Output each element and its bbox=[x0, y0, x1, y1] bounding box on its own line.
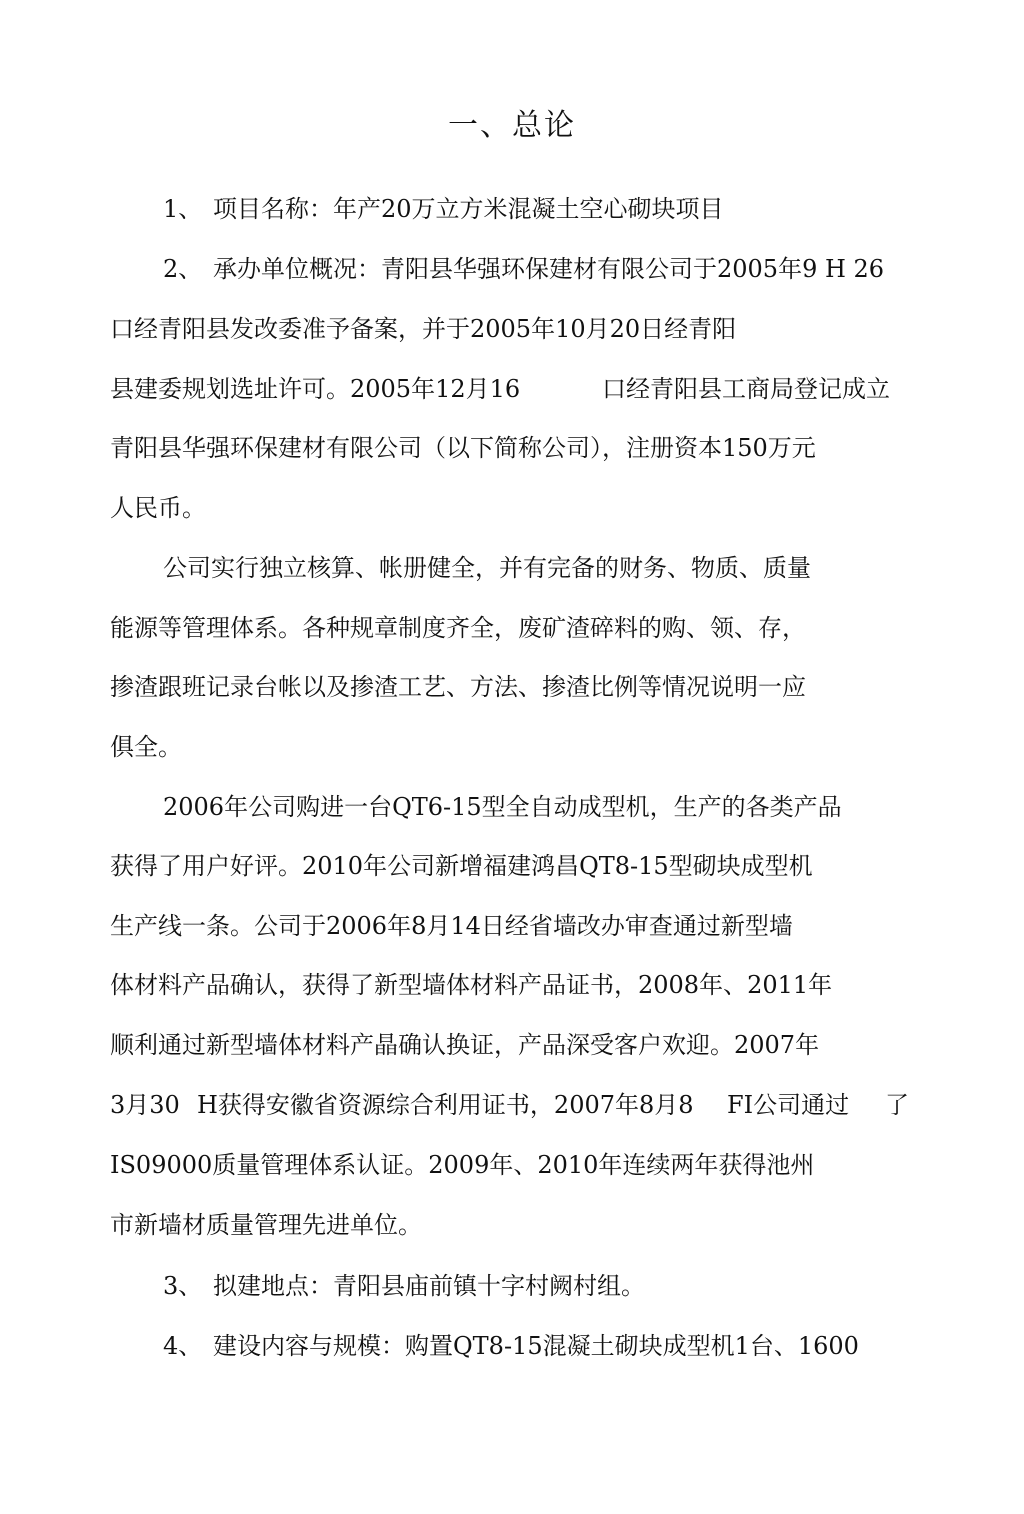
item-2-line-4: 青阳县华强环保建材有限公司（以下简称公司），注册资本150万元 bbox=[110, 434, 816, 462]
item-2-line-3b: 口经青阳县工商局登记成立 bbox=[602, 375, 890, 403]
para-history-line-7: IS09000质量管理体系认证。2009年、2010年连续两年获得池州 bbox=[110, 1151, 815, 1179]
para-history-line-4: 体材料产品确认，获得了新型墙体材料产品证书，2008年、2011年 bbox=[110, 971, 833, 999]
para-history-line-5: 顺利通过新型墙体材料产晶确认换证，产品深受客户欢迎。2007年 bbox=[110, 1031, 820, 1059]
item-2-text: 承办单位概况：青阳县华强环保建材有限公司于2005年9 H 26 bbox=[213, 255, 885, 283]
para-history-line-1: 2006年公司购进一台QT6-15型全自动成型机，生产的各类产品 bbox=[163, 793, 842, 821]
para-management-line-3: 掺渣跟班记录台帐以及掺渣工艺、方法、掺渣比例等情况说明一应 bbox=[110, 673, 806, 701]
para-history-line-8: 市新墙材质量管理先进单位。 bbox=[110, 1211, 422, 1239]
item-2-line-3a: 县建委规划选址许可。2005年12月16 bbox=[110, 375, 521, 403]
item-2-line-5: 人民币。 bbox=[110, 494, 206, 522]
para-management-line-2: 能源等管理体系。各种规章制度齐全，废矿渣碎料的购、领、存， bbox=[110, 614, 806, 642]
para-history-line-6d: 了 bbox=[885, 1091, 909, 1119]
item-3-line bbox=[163, 1270, 645, 1302]
para-history-line-6c: FI公司通过 bbox=[727, 1091, 850, 1119]
item-4-line bbox=[163, 1330, 859, 1362]
para-history-line-3: 生产线一条。公司于2006年8月14日经省墙改办审查通过新型墙 bbox=[110, 912, 793, 940]
item-1-number: 1、 bbox=[163, 195, 203, 223]
item-4-text: 建设内容与规模：购置QT8-15混凝土砌块成型机1台、1600 bbox=[213, 1332, 859, 1360]
para-management-line-1: 公司实行独立核算、帐册健全，并有完备的财务、物质、质量 bbox=[163, 554, 811, 582]
item-1-line bbox=[163, 193, 724, 225]
item-2-line-2: 口经青阳县发改委准予备案，并于2005年10月20日经青阳 bbox=[110, 315, 737, 343]
para-history-line-2: 获得了用户好评。2010年公司新增福建鸿昌QT8-15型砌块成型机 bbox=[110, 852, 813, 880]
para-history-line-6a: 3月30 bbox=[110, 1091, 180, 1119]
para-history-line-6b: H获得安徽省资源综合利用证书，2007年8月8 bbox=[197, 1091, 694, 1119]
section-title: 一、总论 bbox=[448, 108, 576, 143]
para-management-line-4: 俱全。 bbox=[110, 733, 182, 761]
item-3-number: 3、 bbox=[163, 1272, 203, 1300]
item-3-text: 拟建地点：青阳县庙前镇十字村阙村组。 bbox=[213, 1272, 645, 1300]
item-1-text: 项目名称：年产20万立方米混凝土空心砌块项目 bbox=[213, 195, 724, 223]
item-2-number: 2、 bbox=[163, 255, 203, 283]
item-4-number: 4、 bbox=[163, 1332, 203, 1360]
item-2-line-1 bbox=[163, 253, 884, 285]
